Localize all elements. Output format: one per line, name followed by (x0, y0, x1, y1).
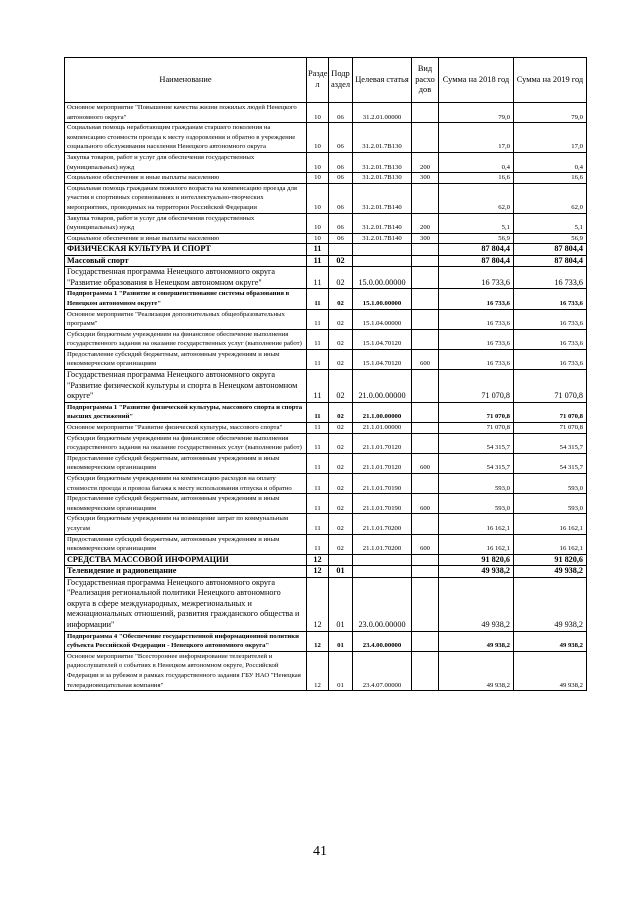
row-sum-2019: 87 804,4 (514, 244, 587, 255)
row-subsection: 02 (329, 370, 353, 403)
row-expense-type (412, 433, 439, 453)
row-name: Закупка товаров, работ и услуг для обеспечения государственных (муниципальных) нужд (65, 213, 307, 233)
row-subsection: 06 (329, 103, 353, 123)
budget-table-sheet (64, 57, 586, 691)
row-section: 12 (307, 566, 329, 577)
row-sum-2019: 71 070,8 (514, 402, 587, 422)
row-expense-type (412, 577, 439, 631)
row-section: 10 (307, 213, 329, 233)
table-row (65, 651, 587, 690)
row-sum-2018: 87 804,4 (439, 244, 514, 255)
row-section: 11 (307, 309, 329, 329)
table-header-row (65, 58, 587, 103)
row-name: Подпрограмма 4 "Обеспечение государственной информационной политики субъекта Российской Федерации - Ненецкого автономного округа" (65, 631, 307, 651)
row-sum-2018: 71 070,8 (439, 370, 514, 403)
row-name: Государственная программа Ненецкого автономного округа "Развитие физической культуры и спорта в Ненецком автономном округе" (65, 370, 307, 403)
row-target: 21.1.01.70190 (353, 474, 412, 494)
row-subsection (329, 244, 353, 255)
budget-table (64, 57, 587, 691)
row-subsection: 06 (329, 233, 353, 244)
row-target: 21.1.01.70200 (353, 534, 412, 554)
row-target: 21.1.00.00000 (353, 402, 412, 422)
table-row (65, 267, 587, 289)
row-sum-2018: 62,0 (439, 183, 514, 213)
row-expense-type (412, 267, 439, 289)
row-expense-type: 600 (412, 534, 439, 554)
row-name: Основное мероприятие "Развитие физической культуры, массового спорта" (65, 423, 307, 434)
row-sum-2018: 17,0 (439, 123, 514, 153)
row-expense-type: 300 (412, 173, 439, 184)
row-sum-2018: 49 938,2 (439, 631, 514, 651)
row-sum-2018: 49 938,2 (439, 566, 514, 577)
row-name: Предоставление субсидий бюджетным, автономным учреждениям и иным некоммерческим организациям (65, 349, 307, 369)
row-subsection: 02 (329, 329, 353, 349)
row-target: 31.2.01.00000 (353, 103, 412, 123)
table-row (65, 173, 587, 184)
table-row (65, 402, 587, 422)
table-row (65, 244, 587, 255)
row-name: ФИЗИЧЕСКАЯ КУЛЬТУРА И СПОРТ (65, 244, 307, 255)
row-target: 15.1.04.70120 (353, 349, 412, 369)
row-expense-type (412, 474, 439, 494)
row-name: Подпрограмма 1 "Развитие и совершенствование системы образования в Ненецком автономном округе" (65, 289, 307, 309)
row-sum-2018: 16 162,1 (439, 534, 514, 554)
table-row (65, 213, 587, 233)
row-name: Подпрограмма 1 "Развитие физической культуры, массового спорта и спорта высших достижений" (65, 402, 307, 422)
row-sum-2019: 0,4 (514, 152, 587, 172)
row-subsection: 06 (329, 213, 353, 233)
row-sum-2018: 0,4 (439, 152, 514, 172)
row-section: 11 (307, 534, 329, 554)
row-subsection: 01 (329, 651, 353, 690)
row-expense-type (412, 183, 439, 213)
row-target: 31.2.01.7В140 (353, 213, 412, 233)
row-section: 10 (307, 152, 329, 172)
row-subsection: 02 (329, 534, 353, 554)
row-expense-type (412, 566, 439, 577)
table-row (65, 453, 587, 473)
row-subsection: 01 (329, 577, 353, 631)
row-sum-2018: 71 070,8 (439, 402, 514, 422)
table-body (65, 103, 587, 691)
row-sum-2019: 16 733,6 (514, 349, 587, 369)
row-subsection: 06 (329, 173, 353, 184)
row-section: 11 (307, 289, 329, 309)
row-sum-2019: 49 938,2 (514, 631, 587, 651)
row-expense-type (412, 289, 439, 309)
row-subsection: 06 (329, 183, 353, 213)
table-row (65, 349, 587, 369)
row-sum-2018: 54 315,7 (439, 433, 514, 453)
row-sum-2018: 49 938,2 (439, 577, 514, 631)
row-subsection: 02 (329, 289, 353, 309)
table-row (65, 534, 587, 554)
row-subsection: 02 (329, 433, 353, 453)
row-sum-2019: 71 070,8 (514, 370, 587, 403)
page-number: 41 (313, 844, 327, 859)
header-subsection: Подр аздел (329, 58, 353, 103)
row-name: Телевидение и радиовещание (65, 566, 307, 577)
row-name: Социальная помощь гражданам пожилого возраста на компенсацию проезда для участия в спортивных соревнованиях и интеллектуально-творческих мероприятиях, проводимых на территории Российской Федерации (65, 183, 307, 213)
table-row (65, 370, 587, 403)
row-name: Социальное обеспечение и иные выплаты населению (65, 173, 307, 184)
table-row (65, 255, 587, 266)
row-name: Субсидии бюджетным учреждениям на финансовое обеспечение выполнения государственного задания на оказание государственных услуг (выполнение работ) (65, 329, 307, 349)
row-sum-2019: 16 733,6 (514, 267, 587, 289)
row-expense-type (412, 423, 439, 434)
row-subsection: 02 (329, 267, 353, 289)
row-section: 11 (307, 329, 329, 349)
row-section: 11 (307, 370, 329, 403)
row-sum-2019: 16 733,6 (514, 309, 587, 329)
row-sum-2019: 49 938,2 (514, 577, 587, 631)
row-name: Государственная программа Ненецкого автономного округа "Реализация региональной политики Ненецкого автономного округа в сфере международных, межрегиональных и межнациональных отношений, развития гражданского общества и информации" (65, 577, 307, 631)
row-expense-type (412, 123, 439, 153)
row-expense-type (412, 255, 439, 266)
row-sum-2018: 16 733,6 (439, 267, 514, 289)
row-subsection: 02 (329, 309, 353, 329)
row-subsection: 02 (329, 453, 353, 473)
row-sum-2018: 593,0 (439, 474, 514, 494)
row-sum-2019: 91 820,6 (514, 554, 587, 565)
table-row (65, 103, 587, 123)
row-subsection: 02 (329, 514, 353, 534)
row-target: 23.0.00.00000 (353, 577, 412, 631)
row-name: Основное мероприятие "Повышение качества жизни пожилых людей Ненецкого автономного округа" (65, 103, 307, 123)
row-expense-type (412, 370, 439, 403)
row-name: Субсидии бюджетным учреждениям на компенсацию расходов на оплату стоимости проезда и провоза багажа к месту использования отпуска и обратно (65, 474, 307, 494)
table-row (65, 123, 587, 153)
row-expense-type (412, 554, 439, 565)
row-sum-2019: 49 938,2 (514, 566, 587, 577)
header-sum-2018: Сумма на 2018 год (439, 58, 514, 103)
row-section: 11 (307, 423, 329, 434)
row-subsection: 01 (329, 631, 353, 651)
row-name: СРЕДСТВА МАССОВОЙ ИНФОРМАЦИИ (65, 554, 307, 565)
row-sum-2019: 71 070,8 (514, 423, 587, 434)
row-subsection: 06 (329, 152, 353, 172)
row-section: 11 (307, 402, 329, 422)
row-target: 23.4.00.00000 (353, 631, 412, 651)
row-name: Государственная программа Ненецкого автономного округа "Развитие образования в Ненецком автономном округе" (65, 267, 307, 289)
row-sum-2018: 16,6 (439, 173, 514, 184)
row-name: Массовый спорт (65, 255, 307, 266)
row-target: 31.2.01.7В140 (353, 233, 412, 244)
row-sum-2018: 87 804,4 (439, 255, 514, 266)
row-name: Субсидии бюджетным учреждениям на финансовое обеспечение выполнения государственного задания на оказание государственных услуг (выполнение работ) (65, 433, 307, 453)
row-section: 10 (307, 183, 329, 213)
row-subsection: 02 (329, 255, 353, 266)
row-subsection: 02 (329, 494, 353, 514)
row-section: 10 (307, 233, 329, 244)
table-row (65, 152, 587, 172)
row-sum-2019: 54 315,7 (514, 453, 587, 473)
row-target: 31.2.01.7В140 (353, 183, 412, 213)
row-sum-2018: 56,9 (439, 233, 514, 244)
row-sum-2019: 16 162,1 (514, 534, 587, 554)
row-expense-type: 300 (412, 233, 439, 244)
row-name: Предоставление субсидий бюджетным, автономным учреждениям и иным некоммерческим организациям (65, 534, 307, 554)
row-expense-type: 200 (412, 213, 439, 233)
row-expense-type: 600 (412, 349, 439, 369)
table-row (65, 233, 587, 244)
row-target: 31.2.01.7В130 (353, 152, 412, 172)
row-sum-2018: 71 070,8 (439, 423, 514, 434)
row-section: 12 (307, 577, 329, 631)
row-expense-type (412, 103, 439, 123)
row-sum-2019: 16 733,6 (514, 329, 587, 349)
row-sum-2019: 16 733,6 (514, 289, 587, 309)
row-subsection: 02 (329, 474, 353, 494)
row-sum-2018: 91 820,6 (439, 554, 514, 565)
row-sum-2018: 16 733,6 (439, 289, 514, 309)
row-sum-2018: 16 733,6 (439, 309, 514, 329)
row-sum-2018: 593,0 (439, 494, 514, 514)
row-section: 11 (307, 474, 329, 494)
table-row (65, 309, 587, 329)
row-section: 11 (307, 514, 329, 534)
row-section: 12 (307, 651, 329, 690)
row-name: Социальное обеспечение и иные выплаты населению (65, 233, 307, 244)
row-target: 31.2.01.7В130 (353, 173, 412, 184)
row-sum-2019: 62,0 (514, 183, 587, 213)
row-name: Предоставление субсидий бюджетным, автономным учреждениям и иным некоммерческим организациям (65, 494, 307, 514)
row-expense-type: 600 (412, 494, 439, 514)
row-subsection: 02 (329, 349, 353, 369)
row-sum-2019: 87 804,4 (514, 255, 587, 266)
row-section: 10 (307, 103, 329, 123)
row-target: 23.4.07.00000 (353, 651, 412, 690)
row-target (353, 244, 412, 255)
row-section: 11 (307, 244, 329, 255)
row-sum-2019: 56,9 (514, 233, 587, 244)
row-expense-type (412, 631, 439, 651)
row-sum-2018: 16 733,6 (439, 329, 514, 349)
row-name: Основное мероприятие "Всестороннее информирование телезрителей и радиослушателей о событиях в Ненецком автономном округе, Российской Федерации и за рубежом в рамках государственного задания ГБУ НАО "Ненецкая телерадиовещательная компания" (65, 651, 307, 690)
row-target: 21.1.01.00000 (353, 423, 412, 434)
row-section: 11 (307, 494, 329, 514)
table-row (65, 494, 587, 514)
row-expense-type (412, 329, 439, 349)
row-expense-type (412, 309, 439, 329)
row-sum-2019: 54 315,7 (514, 433, 587, 453)
row-name: Предоставление субсидий бюджетным, автономным учреждениям и иным некоммерческим организациям (65, 453, 307, 473)
row-section: 12 (307, 631, 329, 651)
row-target: 15.1.04.70120 (353, 329, 412, 349)
row-sum-2019: 16 162,1 (514, 514, 587, 534)
header-sum-2019: Сумма на 2019 год (514, 58, 587, 103)
row-target: 21.1.01.70120 (353, 433, 412, 453)
row-sum-2018: 5,1 (439, 213, 514, 233)
row-target: 31.2.01.7В130 (353, 123, 412, 153)
row-sum-2018: 79,0 (439, 103, 514, 123)
header-name: Наименование (65, 58, 307, 103)
row-section: 12 (307, 554, 329, 565)
table-row (65, 514, 587, 534)
row-target: 15.1.04.00000 (353, 309, 412, 329)
table-row (65, 183, 587, 213)
table-row (65, 329, 587, 349)
row-target: 15.1.00.00000 (353, 289, 412, 309)
row-name: Социальная помощь неработающим гражданам старшего поколения на компенсацию стоимости проезда к месту оздоровления и обратно в учреждение социального обслуживания населения Ненецкого автономного округа (65, 123, 307, 153)
row-section: 11 (307, 453, 329, 473)
table-row (65, 474, 587, 494)
row-expense-type (412, 514, 439, 534)
row-expense-type: 600 (412, 453, 439, 473)
row-target: 21.0.00.00000 (353, 370, 412, 403)
row-sum-2018: 16 162,1 (439, 514, 514, 534)
row-section: 10 (307, 123, 329, 153)
row-sum-2019: 593,0 (514, 494, 587, 514)
row-expense-type (412, 402, 439, 422)
row-name: Субсидии бюджетным учреждениям на возмещение затрат по коммунальным услугам (65, 514, 307, 534)
row-sum-2019: 5,1 (514, 213, 587, 233)
row-target: 21.1.01.70120 (353, 453, 412, 473)
row-target: 21.1.01.70190 (353, 494, 412, 514)
table-row (65, 433, 587, 453)
row-section: 11 (307, 349, 329, 369)
table-row (65, 554, 587, 565)
table-row (65, 631, 587, 651)
row-sum-2018: 16 733,6 (439, 349, 514, 369)
table-row (65, 577, 587, 631)
row-subsection: 02 (329, 423, 353, 434)
row-target (353, 255, 412, 266)
row-sum-2019: 593,0 (514, 474, 587, 494)
row-sum-2019: 49 938,2 (514, 651, 587, 690)
row-subsection: 01 (329, 566, 353, 577)
row-sum-2019: 79,0 (514, 103, 587, 123)
row-subsection: 06 (329, 123, 353, 153)
header-expense-type: Вид расхо дов (412, 58, 439, 103)
row-name: Закупка товаров, работ и услуг для обеспечения государственных (муниципальных) нужд (65, 152, 307, 172)
row-section: 11 (307, 267, 329, 289)
row-sum-2018: 49 938,2 (439, 651, 514, 690)
table-row (65, 566, 587, 577)
header-section: Разде л (307, 58, 329, 103)
row-target: 15.0.00.00000 (353, 267, 412, 289)
row-target: 21.1.01.70200 (353, 514, 412, 534)
row-target (353, 566, 412, 577)
row-subsection (329, 554, 353, 565)
row-section: 11 (307, 433, 329, 453)
row-section: 11 (307, 255, 329, 266)
row-sum-2019: 17,0 (514, 123, 587, 153)
row-subsection: 02 (329, 402, 353, 422)
row-target (353, 554, 412, 565)
row-expense-type: 200 (412, 152, 439, 172)
header-target: Целевая статья (353, 58, 412, 103)
row-sum-2018: 54 315,7 (439, 453, 514, 473)
table-row (65, 289, 587, 309)
row-sum-2019: 16,6 (514, 173, 587, 184)
row-name: Основное мероприятие "Реализация дополнительных общеобразовательных программ" (65, 309, 307, 329)
row-expense-type (412, 651, 439, 690)
table-row (65, 423, 587, 434)
row-expense-type (412, 244, 439, 255)
row-section: 10 (307, 173, 329, 184)
